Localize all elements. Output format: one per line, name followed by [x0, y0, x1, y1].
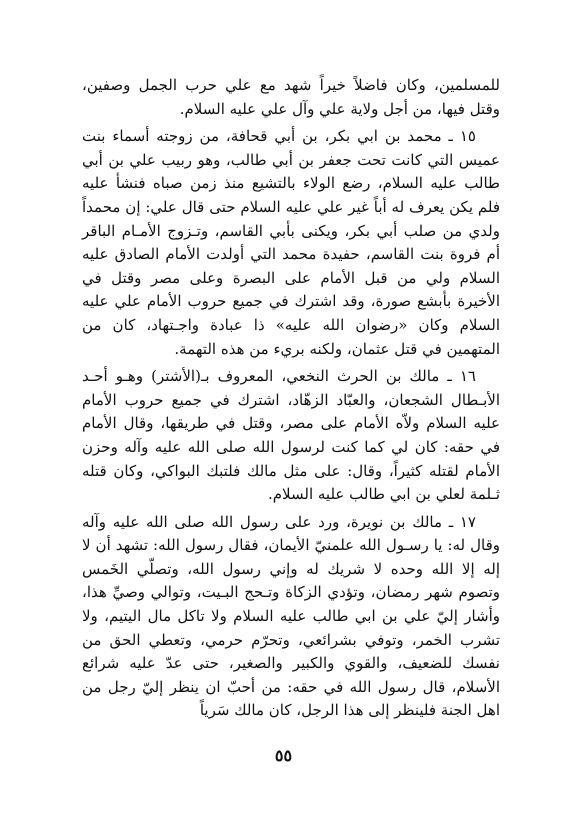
paragraph-continuation: للمسلمين، وكان فاضلاً خيراً شهد مع علي حرب الجمل وصفين، وقتل فيها، من أجل ولاية علي وآل علي عليه السلام.: [82, 76, 500, 118]
paragraph-entry-16: ١٦ ـ مالك بن الحرث النخعي، المعروف بـ(الأشتر) وهـو أحـد الأبـطال الشجعان، والعبّاد الزهّاد، اشترك في جميع حروب الأمام عليه السلام ولاّه الأمام على مصر، وقتل في طريقها، وقال الأمام في حقه: كان لي كما كنت لرسول الله صلى الله عليه وآله وحزن الأمام لقتله كثيراً، وقال: على مثل مالك فلتبك البواكي، وكان قتله ثـلمة لعلي بن ابي طالب عليه السلام.: [82, 367, 500, 504]
paragraph-entry-17: ١٧ ـ مالك بن نويرة، ورد على رسول الله صلى الله عليه وآله وقال له: يا رسـول الله علمنيّ الأيمان، فقال رسول الله: تشهد أن لا إله إلا الله وحده لا شريك له وإني رسول الله، وتصلّي الخَمس وتصوم شهر رمضان، وتؤدي الزكاة وتـحج البـيت، وتوالي وصيِّ هذا، وأشار إليّ علي بن ابي طالب عليه السلام ولا تاكل مال اليتيم، ولا تشرب الخمر، وتوفي بشرائعي، وتحرّم حرمي، وتعطي الحق من نفسك للضعيف، والقوي والكبير والصغير، حتى عدّ عليه شرائع الأسلام، قال رسول الله في حقه: من أحبّ ان ينظر إليّ رجل من اهل الجنة فلينظر إلى هذا الرجل، كان مالك سَرياً: [82, 512, 500, 720]
page-number: ٥٥: [274, 746, 293, 765]
paragraph-entry-15: ١٥ ـ محمد بن ابي بكر، بن أبي قحافة، من زوجته أسماء بنت عميس التي كانت تحت جعفر بن أبي طالب، وهو ربيب علي بن أبي طالب عليه السلام، رضع الولاء بالتشيع منذ زمن صباه فنشأ عليه فلم يكن يعرف له أباً غير علي عليه السلام حتى قال علي: إن محمداً ولدي من صلب أبي بكر، ويكنى بأبي القاسم، وتـزوج الأمـام الباقر أم فروة بنت القاسم، حفيدة محمد التي أولدت الأمام الصادق عليه السلام ولي من قبل الأمام على البصرة وعلى مصر وقتل في الأخيرة بأبشع صورة، وقد اشترك في جميع حروب الأمام علي عليه السلام وكان «رضوان الله عليه» ذا عبادة واجـتهاد، كان من المتهمين في قتل عثمان، ولكنه بريء من هذه التهمة.: [82, 127, 500, 358]
page-body: [82, 74, 500, 723]
